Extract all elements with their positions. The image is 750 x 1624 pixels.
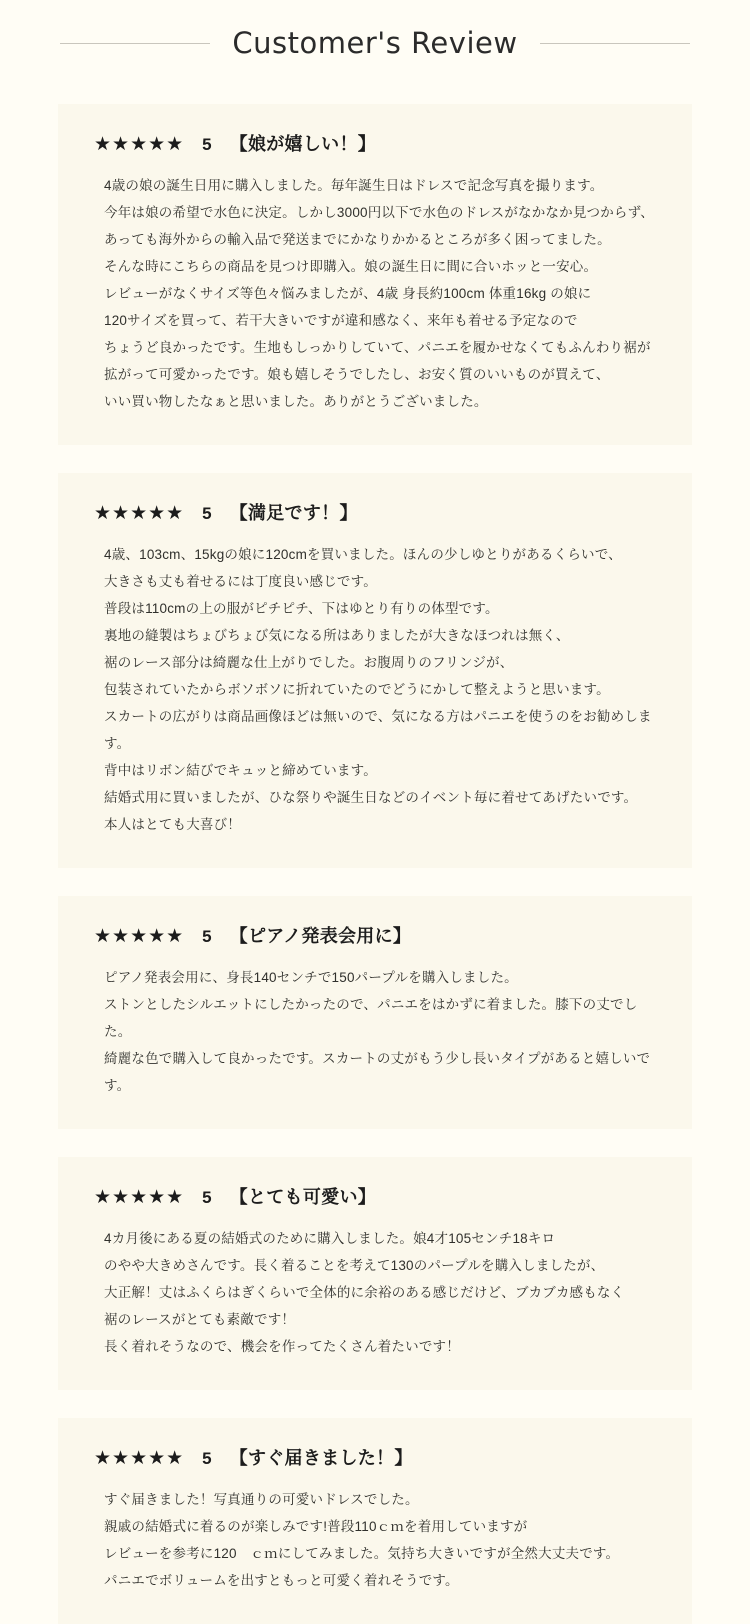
- review-body: [90, 172, 660, 415]
- review-card: [58, 104, 692, 445]
- review-card: [58, 1418, 692, 1624]
- review-line: 裾のレース部分は綺麗な仕上がりでした。お腹周りのフリンジが、: [104, 655, 514, 670]
- review-line: 拡がって可愛かったです。娘も嬉しそうでしたし、お安く質のいいものが買えて、: [104, 367, 610, 382]
- review-body: [90, 1225, 660, 1360]
- review-title: 【とても可愛い】: [229, 1187, 377, 1207]
- review-line: ストンとしたシルエットにしたかったので、パニエをはかずに着ました。膝下の丈でした。: [104, 997, 638, 1039]
- review-line: 綺麗な色で購入して良かったです。スカートの丈がもう少し長いタイプがあると嬉しいです。: [104, 1051, 651, 1093]
- star-rating-icon: ★★★★★: [94, 134, 185, 155]
- review-title: 【ピアノ発表会用に】: [229, 926, 412, 946]
- review-score: 5: [202, 135, 212, 154]
- review-line: パニエでボリュームを出すともっと可愛く着れそうです。: [104, 1573, 459, 1588]
- review-line: 今年は娘の希望で水色に決定。しかし3000円以下で水色のドレスがなかなか見つからず、: [104, 205, 654, 220]
- review-list: [0, 104, 750, 1624]
- review-score: 5: [202, 504, 212, 523]
- star-rating-icon: ★★★★★: [94, 1187, 185, 1208]
- review-line: いい買い物したなぁと思いました。ありがとうございました。: [104, 394, 488, 409]
- review-line: そんな時にこちらの商品を見つけ即購入。娘の誕生日に間に合いホッと一安心。: [104, 259, 598, 274]
- review-line: 長く着れそうなので、機会を作ってたくさん着たいです！: [104, 1339, 460, 1354]
- review-line: あっても海外からの輸入品で発送までにかなりかかるところが多く困ってました。: [104, 232, 611, 247]
- header-rule-right: [540, 43, 690, 44]
- review-line: 裏地の縫製はちょびちょび気になる所はありましたが大きなほつれは無く、: [104, 628, 570, 643]
- review-header: [90, 1444, 660, 1470]
- review-header: [90, 1183, 660, 1209]
- review-line: ピアノ発表会用に、身長140センチで150パープルを購入しました。: [104, 970, 518, 985]
- review-line: レビューを参考に120 ｃｍにしてみました。気持ち大きいですが全然大丈夫です。: [104, 1546, 620, 1561]
- review-line: すぐ届きました！写真通りの可愛いドレスでした。: [104, 1492, 419, 1507]
- review-body: [90, 541, 660, 838]
- review-line: 結婚式用に買いましたが、ひな祭りや誕生日などのイベント毎に着せてあげたいです。: [104, 790, 638, 805]
- review-line: 本人はとても大喜び！: [104, 817, 241, 832]
- review-header: [90, 499, 660, 525]
- review-line: 120サイズを買って、若干大きいですが違和感なく、来年も着せる予定なので: [104, 313, 578, 328]
- review-line: スカートの広がりは商品画像ほどは無いので、気になる方はパニエを使うのをお勧めします。: [104, 709, 652, 751]
- review-line: 4カ月後にある夏の結婚式のために購入しました。娘4才105センチ18キロ: [104, 1231, 556, 1246]
- review-line: 大正解！丈はふくらはぎくらいで全体的に余裕のある感じだけど、ブカブカ感もなく: [104, 1285, 625, 1300]
- review-header: [90, 130, 660, 156]
- review-card: [58, 896, 692, 1129]
- review-line: のやや大きめさんです。長く着ることを考えて130のパープルを購入しましたが、: [104, 1258, 605, 1273]
- review-line: 背中はリボン結びでキュッと締めています。: [104, 763, 377, 778]
- review-line: 4歳、103cm、15kgの娘に120cmを買いました。ほんの少しゆとりがあるくらいで、: [104, 547, 622, 562]
- page-header: [0, 26, 750, 60]
- review-card: [58, 1157, 692, 1390]
- review-body: [90, 1486, 660, 1594]
- review-title: 【すぐ届きました！】: [229, 1448, 413, 1468]
- star-rating-icon: ★★★★★: [94, 503, 185, 524]
- review-score: 5: [202, 927, 212, 946]
- review-line: 裾のレースがとても素敵です！: [104, 1312, 296, 1327]
- review-line: 包装されていたからボソボソに折れていたのでどうにかして整えようと思います。: [104, 682, 610, 697]
- review-line: 4歳の娘の誕生日用に購入しました。毎年誕生日はドレスで記念写真を撮ります。: [104, 178, 604, 193]
- header-rule-left: [60, 43, 210, 44]
- review-line: レビューがなくサイズ等色々悩みましたが、4歳 身長約100cm 体重16kg の娘に: [104, 286, 592, 301]
- review-line: 普段は110cmの上の服がピチピチ、下はゆとり有りの体型です。: [104, 601, 499, 616]
- review-score: 5: [202, 1449, 212, 1468]
- review-line: ちょうど良かったです。生地もしっかりしていて、パニエを履かせなくてもふんわり裾が: [104, 340, 651, 355]
- review-card: [58, 473, 692, 868]
- star-rating-icon: ★★★★★: [94, 926, 185, 947]
- star-rating-icon: ★★★★★: [94, 1448, 185, 1469]
- review-header: [90, 922, 660, 948]
- review-line: 大きさも丈も着せるには丁度良い感じです。: [104, 574, 377, 589]
- review-line: 親戚の結婚式に着るのが楽しみです!普段110ｃｍを着用していますが: [104, 1519, 528, 1534]
- review-score: 5: [202, 1188, 212, 1207]
- review-body: [90, 964, 660, 1099]
- review-title: 【娘が嬉しい！】: [229, 134, 377, 154]
- page-title: Customer's Review: [232, 26, 518, 60]
- review-title: 【満足です！】: [229, 503, 358, 523]
